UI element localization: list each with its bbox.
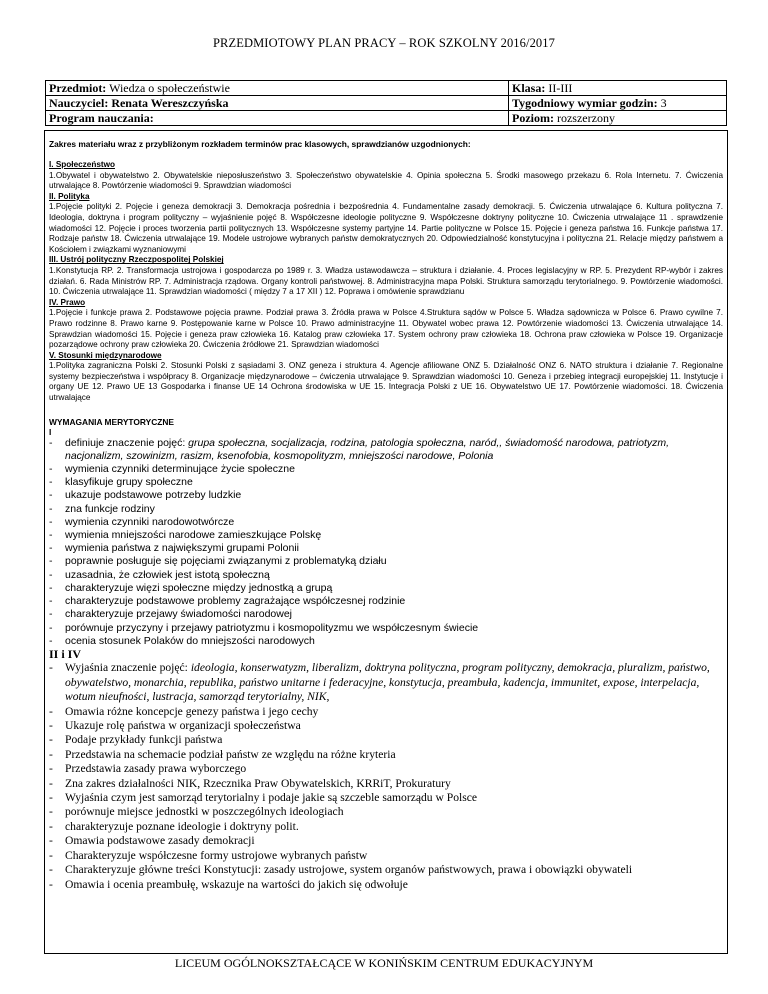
list-item: - Przedstawia zasady prawa wyborczego: [49, 762, 723, 776]
list-item: - porównuje miejsce jednostki w poszczególnych ideologiach: [49, 805, 723, 819]
list-item: - wymienia czynniki narodowotwórcze: [49, 516, 723, 529]
section-title: V. Stosunki międzynarodowe: [49, 350, 162, 360]
section-prawo: [49, 298, 723, 351]
tygodniowy-label: Tygodniowy wymiar godzin:: [512, 96, 658, 110]
section-title: I. Społeczeństwo: [49, 160, 115, 169]
section-spoleczenstwo: [49, 160, 723, 192]
section-body: 1.Obywatel i obywatelstwo 2. Obywatelskie nieposłuszeństwo 3. Społeczeństwo obywatelskie 4. Opinia społeczna 5. Środki masowego przekazu 6. Rola Internetu. 7. Ćwiczenia utrwalające 8. Powtórzenie wiadomości 9. Sprawdzian wiadomości: [49, 170, 723, 191]
list-item: - Wyjaśnia czym jest samorząd terytorialny i podaje jakie są szczeble samorządu w Polsce: [49, 791, 723, 805]
list-item: - Charakteryzuje współczesne formy ustrojowe wybranych państw: [49, 849, 723, 863]
content-box: [44, 130, 728, 954]
group1-label: I: [49, 426, 52, 437]
page-footer: LICEUM OGÓLNOKSZTAŁCĄCE W KONIŃSKIM CENTRUM EDUKACYJNYM: [174, 956, 594, 970]
list-item: - klasyfikuje grupy społeczne: [49, 476, 723, 489]
section-body: 1.Konstytucja RP. 2. Transformacja ustrojowa i gospodarcza po 1989 r. 3. Władza ustawodawcza – struktura i działanie. 4. Proces legislacyjny w RP. 5. Prezydent RP-wybór i zakres działań. 6. Rada Ministrów RP. 7. Administracja rządowa. Organy kontroli państwowej. 8. Administracyjna mapa Polski. Struktura samorządu terytorialnego. 9. Powtórzenie wiadomości. 10. Ćwiczenia utrwalające 11. Sprawdzian wiadomości ( między 7 a 17 XII ) 12. Poprawa i omówienie sprawdzianu: [49, 265, 723, 297]
item-lead: definiuje znaczenie pojęć:: [65, 436, 189, 449]
section-body: 1.Pojęcie i funkcje prawa 2. Podstawowe pojęcia prawne. Podział prawa 3. Źródła prawa w Polsce 4.Struktura sądów w Polsce 5. Władza sądownicza w Polsce 6. Prawo cywilne 7. Prawo rodzinne 8. Prawo karne 9. Postępowanie karne w Polsce 10. Prawo administracyjne 11. Obywatel wobec prawa 12. Powtórzenie wiadomości 13. Ćwiczenia utrwalające 14. Sprawdzian wiadomości 15. Pojęcie i geneza praw człowieka 16. Katalog praw człowieka 17. System ochrony praw człowieka 18. Ochrona praw człowieka w Polsce 19. Organizacje pozarządowe ochrony praw człowieka 20. Ćwiczenia źródłowe 21. Sprawdzian wiadomości: [49, 308, 723, 350]
list-item: - Omawia podstawowe zasady demokracji: [49, 834, 723, 848]
list-item: - charakteryzuje podstawowe problemy zagrażające współczesnej rodzinie: [49, 595, 723, 608]
list-item: - wymienia czynniki determinujące życie społeczne: [49, 463, 723, 476]
poziom-cell: [509, 111, 727, 126]
wymagania-heading: WYMAGANIA MERYTORYCZNE: [49, 416, 175, 427]
list-item: - Omawia różne koncepcje genezy państwa i jego cechy: [49, 705, 723, 719]
section-body: 1.Polityka zagraniczna Polski 2. Stosunki Polski z sąsiadami 3. ONZ geneza i struktura 4. Agencje afiliowane ONZ 5. Działalność ONZ 6. NATO struktura i działanie 7. Regionalne systemy bezpieczeństwa i współpracy 8. Organizacje międzynarodowe – ćwiczenia utrwalające 9. Sprawdzian wiadomości 10. Geneza i przebieg integracji europejskiej 11. Instytucje i organy UE 12. Prawo UE 13 Gospodarka i finanse UE 14 Ochrona środowiska w UE 15. Integracja Polski z UE 16. Obywatelstwo UE 17. Powtórzenie wiadomości. 18. Ćwiczenia utrwalające: [49, 361, 723, 403]
klasa-label: Klasa:: [512, 81, 546, 95]
nauczyciel-label: Nauczyciel:: [49, 96, 109, 110]
group1-list: [49, 437, 723, 648]
list-item: - Ukazuje rolę państwa w organizacji społeczeństwa: [49, 719, 723, 733]
section-title: III. Ustrój polityczny Rzeczpospolitej Polskiej: [49, 255, 224, 265]
section-title: II. Polityka: [49, 191, 90, 201]
poziom-value: rozszerzony: [556, 111, 615, 125]
list-item: - uzasadnia, że człowiek jest istotą społeczną: [49, 569, 723, 582]
program-cell: [46, 111, 509, 126]
item-terms: ideologia, konserwatyzm, liberalizm, doktryna polityczna, program polityczny, demokracja, pluralizm, państwo, obywatelstwo, monarchia, republika, państwo unitarne i federacyjne, konstytucja, preambuła, kadencja, immunitet, expose, interpelacja, wotum nieufności, lustracja, samorząd terytorialny, NIK,: [65, 661, 710, 704]
group2-list: [49, 661, 723, 892]
list-item: - Podaje przykłady funkcji państwa: [49, 733, 723, 747]
list-item: - ukazuje podstawowe potrzeby ludzkie: [49, 489, 723, 502]
section-stosunki: [49, 351, 723, 404]
list-item: - porównuje przyczyny i przejawy patriotyzmu i kosmopolityzmu we współczesnym świecie: [49, 622, 723, 635]
list-item: - wymienia mniejszości narodowe zamieszkujące Polskę: [49, 529, 723, 542]
list-item: - zna funkcje rodziny: [49, 503, 723, 516]
list-item: - charakteryzuje przejawy świadomości narodowej: [49, 608, 723, 621]
list-item: - ocenia stosunek Polaków do mniejszości narodowych: [49, 635, 723, 648]
tygodniowy-value: 3: [660, 96, 667, 110]
przedmiot-value: Wiedza o społeczeństwie: [109, 81, 230, 95]
klasa-cell: [509, 81, 727, 96]
list-item: - Omawia i ocenia preambułę, wskazuje na wartości do jakich się odwołuje: [49, 878, 723, 892]
item-lead: Wyjaśnia znaczenie pojęć:: [65, 661, 191, 675]
list-item: - Zna zakres działalności NIK, Rzecznika Praw Obywatelskich, KRRiT, Prokuratury: [49, 777, 723, 791]
nauczyciel-cell: [46, 96, 509, 111]
section-body: 1.Pojęcie polityki 2. Pojęcie i geneza demokracji 3. Demokracja pośrednia i bezpośrednia 4. Fundamentalne zasady demokracji. 5. Ćwiczenia utrwalające 6. Kultura polityczna 7. Ideologia, doktryna i program polityczny – wyjaśnienie pojęć 8. Współczesne ideologie polityczne 9. Współczesne doktryny polityczne 10. Ćwiczenia utrwalające 11 . sprawdzenie wiadomości 12. Pojęcie i proces tworzenia partii politycznych 13. Współczesne systemy partyjne 14. Partie polityczne w Polsce 15. Pojęcie i geneza państwa 16. Funkcje państwa 17. Rodzaje państw 18. Ćwiczenia utrwalające 19. Modele ustrojowe wybranych państw demokratycznych 20. Odpowiedzialność konstytucyjna i polityczna 21. Relacje między państwem a Kościołem i związkami wyznaniowymi: [49, 202, 723, 254]
list-item: - poprawnie posługuje się pojęciami związanymi z problematyką działu: [49, 555, 723, 568]
info-table: [45, 80, 727, 126]
list-item: - charakteryzuje więzi społeczne między jednostką a grupą: [49, 582, 723, 595]
list-item: [49, 661, 723, 704]
group2-label: II i IV: [49, 646, 82, 661]
program-label: Program nauczania:: [49, 111, 154, 125]
przedmiot-cell: [46, 81, 509, 96]
section-ustroj: [49, 255, 723, 297]
section-title: IV. Prawo: [49, 297, 86, 307]
poziom-label: Poziom:: [512, 111, 554, 125]
list-item: - wymienia państwa z największymi grupami Polonii: [49, 542, 723, 555]
nauczyciel-value: Renata Wereszczyńska: [111, 96, 229, 110]
tygodniowy-cell: [509, 96, 727, 111]
section-polityka: [49, 192, 723, 256]
page-header: PRZEDMIOTOWY PLAN PRACY – ROK SZKOLNY 2016/2017: [213, 36, 555, 50]
przedmiot-label: Przedmiot:: [49, 81, 107, 95]
list-item: - Charakteryzuje główne treści Konstytucji: zasady ustrojowe, system organów państwowych, prawa i obowiązki obywateli: [49, 863, 723, 877]
zakres-heading: Zakres materiału wraz z przybliżonym rozkładem terminów prac klasowych, sprawdzianów uzgodnionych:: [49, 139, 471, 149]
list-item: [49, 437, 723, 463]
list-item: - charakteryzuje poznane ideologie i doktryny polit.: [49, 820, 723, 834]
klasa-value: II-III: [548, 81, 573, 95]
list-item: - Przedstawia na schemacie podział państw ze względu na różne kryteria: [49, 748, 723, 762]
item-terms: grupa społeczna, socjalizacja, rodzina, patologia społeczna, naród,, świadomość narodowa, patriotyzm, nacjonalizm, szowinizm, rasizm, ksenofobia, kosmopolityzm, mniejszości narodowe, Polonia: [65, 436, 670, 462]
